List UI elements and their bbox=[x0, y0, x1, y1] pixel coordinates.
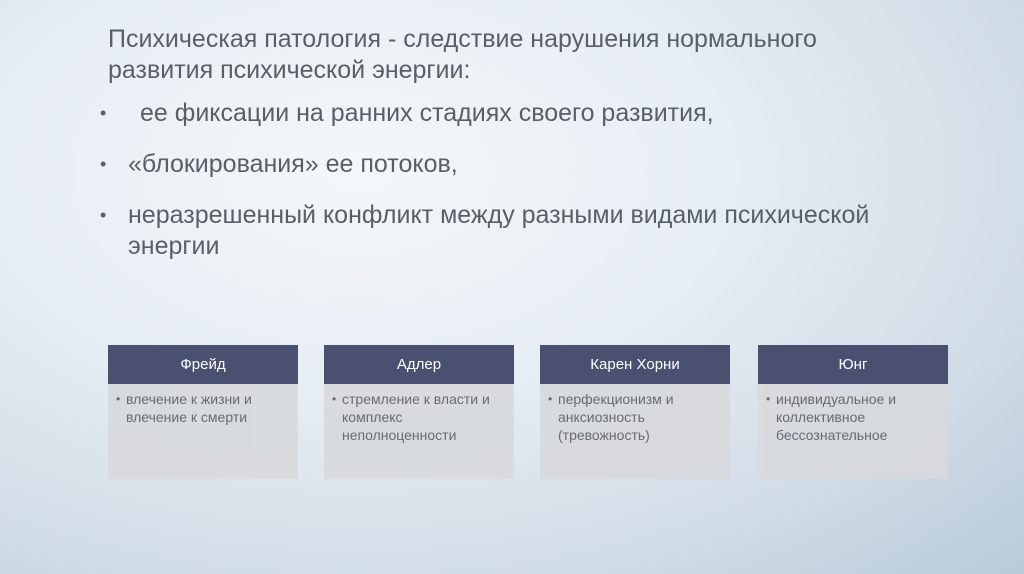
bullet-dot-icon: • bbox=[100, 154, 107, 174]
bullet-item bbox=[100, 200, 900, 262]
card-header: Карен Хорни bbox=[540, 345, 730, 384]
card-body bbox=[758, 384, 948, 479]
bullet-item bbox=[100, 98, 900, 129]
card-freud bbox=[108, 345, 298, 479]
card-body bbox=[324, 384, 514, 479]
bullet-text: ее фиксации на ранних стадиях своего развития, bbox=[140, 99, 714, 127]
card-text: влечение к жизни и влечение к смерти bbox=[126, 391, 252, 425]
bullet-dot-icon: • bbox=[100, 103, 107, 123]
bullet-item bbox=[100, 149, 900, 180]
bullet-text: неразрешенный конфликт между разными видами психической энергии bbox=[128, 201, 870, 260]
bullet-dot-icon: • bbox=[332, 392, 337, 406]
card-text: перфекционизм и анксиозность (тревожность) bbox=[558, 391, 674, 443]
bullet-dot-icon: • bbox=[100, 205, 107, 225]
bullet-dot-icon: • bbox=[548, 392, 553, 406]
card-header: Адлер bbox=[324, 345, 514, 384]
card-text: стремление к власти и комплекс неполноценности bbox=[342, 391, 490, 443]
bullet-dot-icon: • bbox=[766, 392, 771, 406]
card-header: Юнг bbox=[758, 345, 948, 384]
card-jung bbox=[758, 345, 948, 479]
card-body bbox=[108, 384, 298, 479]
bullet-dot-icon: • bbox=[116, 392, 121, 406]
card-adler bbox=[324, 345, 514, 479]
card-horney bbox=[540, 345, 730, 479]
bullet-text: «блокирования» ее потоков, bbox=[128, 150, 458, 178]
card-text: индивидуальное и коллективное бессознательное bbox=[776, 391, 897, 443]
slide-title: Психическая патология - следствие нарушения нормального развития психической энергии: bbox=[108, 25, 817, 84]
card-header: Фрейд bbox=[108, 345, 298, 384]
bullet-list bbox=[100, 98, 900, 262]
card-body bbox=[540, 384, 730, 479]
